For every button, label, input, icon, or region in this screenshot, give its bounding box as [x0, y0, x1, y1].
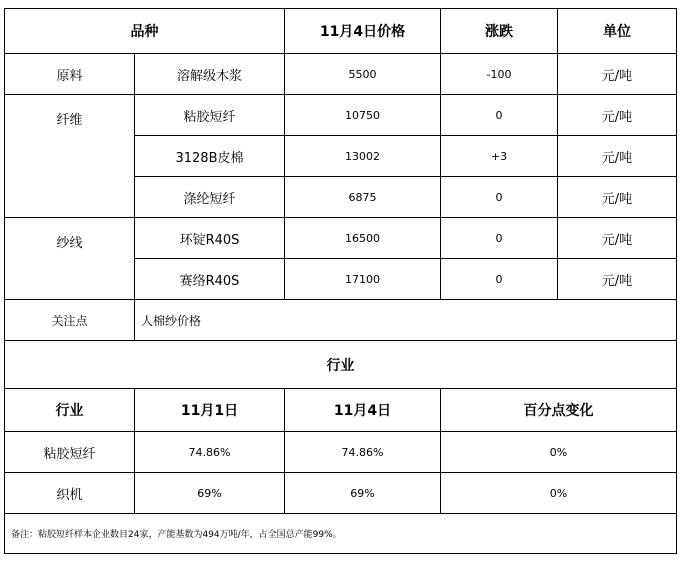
- header-price-nov4: 11月4日价格: [285, 9, 441, 54]
- item-cell: 赛络R40S: [135, 259, 285, 300]
- table-row: [5, 473, 677, 514]
- header-unit: 单位: [558, 9, 677, 54]
- focus-row: [5, 300, 677, 341]
- unit-cell: 元/吨: [558, 136, 677, 177]
- header-nov1: 11月1日: [135, 389, 285, 432]
- industry-section-row: [5, 341, 677, 389]
- category-cell-raw-material: 原料: [5, 54, 135, 95]
- item-cell: 涤纶短纤: [135, 177, 285, 218]
- item-cell: 3128B皮棉: [135, 136, 285, 177]
- category-cell-yarn: 纱线: [5, 218, 135, 300]
- change-cell: 0: [441, 177, 558, 218]
- header-variety: 品种: [5, 9, 285, 54]
- price-cell: 16500: [285, 218, 441, 259]
- note-row: [5, 514, 677, 554]
- nov4-cell: 74.86%: [285, 432, 441, 473]
- change-cell: 0: [441, 259, 558, 300]
- nov1-cell: 69%: [135, 473, 285, 514]
- price-industry-table: [4, 8, 677, 554]
- change-cell: 0: [441, 95, 558, 136]
- price-cell: 10750: [285, 95, 441, 136]
- table-row: [5, 95, 677, 136]
- unit-cell: 元/吨: [558, 95, 677, 136]
- point-change-cell: 0%: [441, 432, 677, 473]
- price-cell: 6875: [285, 177, 441, 218]
- table-row: [5, 432, 677, 473]
- table-row: [5, 54, 677, 95]
- industry-section-title: 行业: [5, 341, 677, 389]
- unit-cell: 元/吨: [558, 54, 677, 95]
- item-cell: 环锭R40S: [135, 218, 285, 259]
- focus-value: 人棉纱价格: [135, 300, 677, 341]
- header-point-change: 百分点变化: [441, 389, 677, 432]
- unit-cell: 元/吨: [558, 259, 677, 300]
- nov1-cell: 74.86%: [135, 432, 285, 473]
- unit-cell: 元/吨: [558, 218, 677, 259]
- unit-cell: 元/吨: [558, 177, 677, 218]
- focus-label: 关注点: [5, 300, 135, 341]
- header-nov4: 11月4日: [285, 389, 441, 432]
- table-row: [5, 218, 677, 259]
- change-cell: +3: [441, 136, 558, 177]
- price-cell: 13002: [285, 136, 441, 177]
- header-industry: 行业: [5, 389, 135, 432]
- item-cell: 粘胶短纤: [135, 95, 285, 136]
- change-cell: -100: [441, 54, 558, 95]
- price-cell: 5500: [285, 54, 441, 95]
- point-change-cell: 0%: [441, 473, 677, 514]
- industry-name-cell: 织机: [5, 473, 135, 514]
- item-cell: 溶解级木浆: [135, 54, 285, 95]
- category-cell-fiber: 纤维: [5, 95, 135, 218]
- nov4-cell: 69%: [285, 473, 441, 514]
- industry-header-row: [5, 389, 677, 432]
- price-header-row: [5, 9, 677, 54]
- price-cell: 17100: [285, 259, 441, 300]
- footnote: 备注：粘胶短纤样本企业数目24家，产能基数为494万吨/年，占全国总产能99%。: [5, 514, 677, 554]
- header-change: 涨跌: [441, 9, 558, 54]
- industry-name-cell: 粘胶短纤: [5, 432, 135, 473]
- change-cell: 0: [441, 218, 558, 259]
